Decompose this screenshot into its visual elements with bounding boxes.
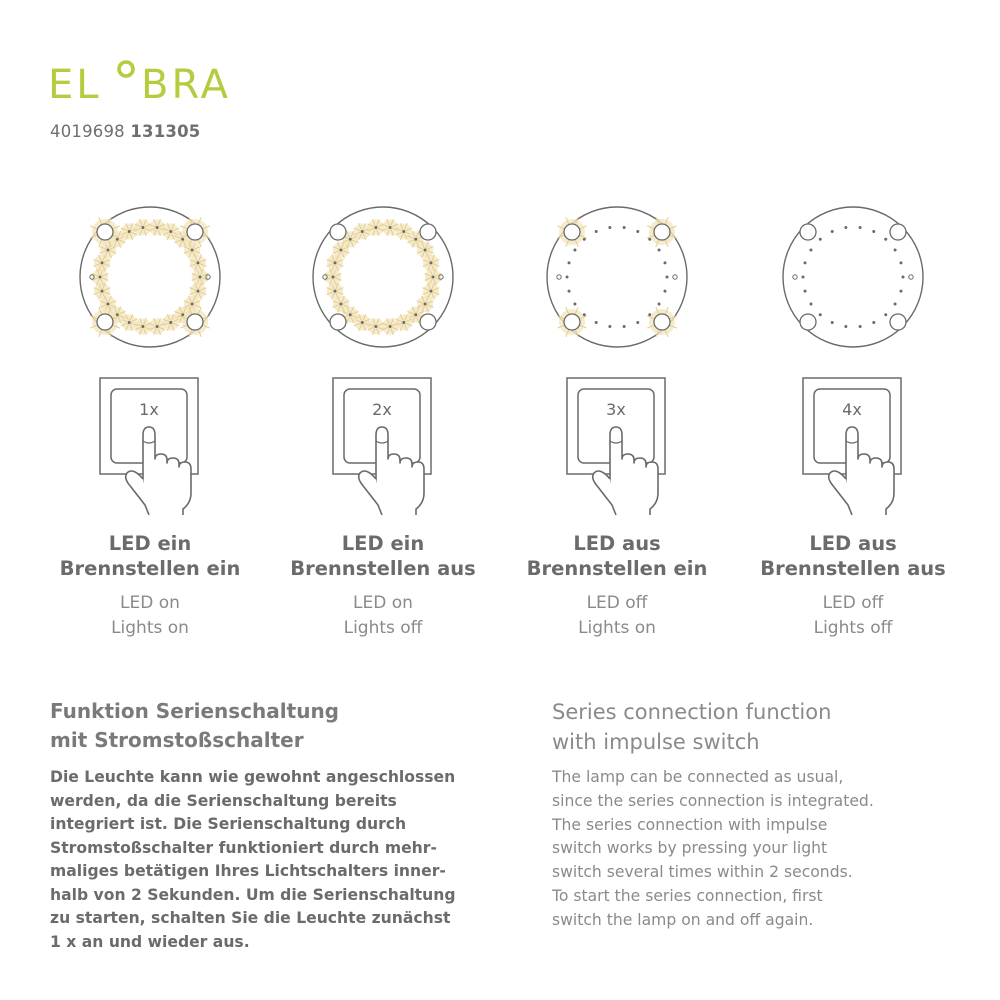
- led-dot: [141, 226, 144, 229]
- wall-switch-diagram: [564, 375, 674, 515]
- caption-english-line: Lights off: [813, 618, 893, 638]
- led-dot: [831, 321, 834, 324]
- english-heading-line: with impulse switch: [552, 730, 760, 754]
- led-dot: [608, 325, 611, 328]
- caption-english-line: Lights off: [343, 618, 423, 638]
- led-dot: [169, 230, 172, 233]
- led-dot: [902, 276, 905, 279]
- spot-light: [890, 314, 906, 330]
- lamp-diagram: [542, 202, 692, 352]
- german-body-line: maliges betätigen Ihres Lichtschalters inner-: [50, 862, 446, 880]
- led-dot: [595, 230, 598, 233]
- mode-caption: [30, 531, 270, 641]
- caption-german-line: LED ein: [341, 532, 425, 555]
- led-dot: [339, 248, 342, 251]
- led-dot: [899, 261, 902, 264]
- press-count: 2x: [372, 400, 392, 419]
- led-dot: [819, 313, 822, 316]
- led-dot: [859, 226, 862, 229]
- led-dot: [666, 276, 669, 279]
- wall-switch-diagram: [97, 375, 207, 515]
- led-dot: [429, 290, 432, 293]
- pressing-hand-icon: [846, 427, 894, 515]
- spot-light: [564, 224, 580, 240]
- spot-light: [187, 314, 203, 330]
- svg-text:BRA: BRA: [141, 62, 231, 106]
- german-body-line: halb von 2 Sekunden. Um die Serienschaltung: [50, 885, 456, 904]
- english-body-line: To start the series connection, first: [552, 886, 823, 905]
- led-dot: [101, 290, 104, 293]
- english-body-line: switch works by pressing your light: [552, 839, 828, 858]
- caption-german-line: LED aus: [573, 532, 661, 555]
- spot-light: [187, 224, 203, 240]
- led-dot: [349, 238, 352, 241]
- spot-light: [800, 314, 816, 330]
- led-dot: [566, 276, 569, 279]
- led-dot: [899, 290, 902, 293]
- led-dot: [809, 248, 812, 251]
- pressing-hand-icon: [610, 427, 658, 515]
- german-body-line: Die Leuchte kann wie gewohnt angeschlossen: [50, 768, 456, 786]
- led-dot: [389, 226, 392, 229]
- press-count: 1x: [139, 400, 159, 419]
- caption-german-line: Brennstellen ein: [526, 557, 708, 580]
- spot-light: [330, 224, 346, 240]
- led-dot: [156, 226, 159, 229]
- led-dot: [573, 248, 576, 251]
- german-description: [50, 766, 510, 954]
- pressing-hand-icon: [376, 427, 424, 515]
- german-heading-line: mit Stromstoßschalter: [50, 728, 304, 752]
- led-dot: [894, 248, 897, 251]
- led-dot: [872, 321, 875, 324]
- caption-english-line: Lights on: [578, 618, 656, 638]
- led-dot: [128, 230, 131, 233]
- english-body-line: The lamp can be connected as usual,: [552, 768, 844, 786]
- led-dot: [156, 325, 159, 328]
- led-dot: [894, 303, 897, 306]
- led-dot: [636, 321, 639, 324]
- led-dot: [424, 248, 427, 251]
- caption-german-line: LED ein: [108, 532, 192, 555]
- led-dot: [424, 303, 427, 306]
- english-heading: [552, 697, 831, 757]
- lamp-diagram: [308, 202, 458, 352]
- led-dot: [349, 313, 352, 316]
- led-dot: [106, 248, 109, 251]
- svg-text:EL: EL: [48, 62, 102, 106]
- led-dot: [636, 230, 639, 233]
- press-count: 3x: [606, 400, 626, 419]
- led-dot: [334, 290, 337, 293]
- led-dot: [106, 303, 109, 306]
- caption-german-line: Brennstellen aus: [760, 557, 946, 580]
- caption-english-line: LED off: [586, 593, 648, 613]
- article-prefix: 4019698: [50, 122, 125, 141]
- led-dot: [608, 226, 611, 229]
- english-body-line: The series connection with impulse: [552, 815, 828, 834]
- german-body-line: Stromstoßschalter funktioniert durch mehr-: [50, 838, 437, 857]
- german-body-line: integriert ist. Die Serienschaltung durch: [50, 815, 407, 833]
- led-dot: [339, 303, 342, 306]
- spot-light: [800, 224, 816, 240]
- mode-caption: [497, 531, 737, 641]
- led-dot: [623, 226, 626, 229]
- led-dot: [804, 261, 807, 264]
- led-dot: [414, 238, 417, 241]
- led-dot: [658, 303, 661, 306]
- mode-caption: [733, 531, 973, 641]
- spot-light: [654, 224, 670, 240]
- wall-switch-diagram: [330, 375, 440, 515]
- led-dot: [199, 276, 202, 279]
- led-dot: [414, 313, 417, 316]
- led-dot: [884, 238, 887, 241]
- led-dot: [884, 313, 887, 316]
- led-dot: [141, 325, 144, 328]
- led-dot: [402, 321, 405, 324]
- led-dot: [332, 276, 335, 279]
- german-body-line: 1 x an und wieder aus.: [50, 932, 250, 951]
- article-main-number: 131305: [130, 122, 201, 141]
- spot-light: [654, 314, 670, 330]
- german-body-line: werden, da die Serienschaltung bereits: [50, 791, 397, 810]
- led-dot: [196, 290, 199, 293]
- wall-switch-diagram: [800, 375, 910, 515]
- led-dot: [623, 325, 626, 328]
- led-dot: [819, 238, 822, 241]
- mode-caption: [263, 531, 503, 641]
- led-dot: [859, 325, 862, 328]
- led-dot: [402, 230, 405, 233]
- led-dot: [809, 303, 812, 306]
- led-dot: [568, 290, 571, 293]
- led-dot: [802, 276, 805, 279]
- led-dot: [389, 325, 392, 328]
- english-body-line: switch the lamp on and off again.: [552, 910, 814, 929]
- led-dot: [374, 226, 377, 229]
- english-body-line: since the series connection is integrated.: [552, 791, 874, 810]
- spot-light: [330, 314, 346, 330]
- spot-light: [890, 224, 906, 240]
- led-dot: [334, 261, 337, 264]
- led-dot: [99, 276, 102, 279]
- led-dot: [196, 261, 199, 264]
- lamp-diagram: [778, 202, 928, 352]
- article-number: [50, 122, 200, 141]
- caption-english-line: LED off: [822, 593, 884, 613]
- led-dot: [804, 290, 807, 293]
- english-body-line: switch several times within 2 seconds.: [552, 863, 853, 882]
- caption-german-line: Brennstellen ein: [59, 557, 241, 580]
- caption-english-line: LED on: [353, 593, 413, 613]
- led-dot: [101, 261, 104, 264]
- led-dot: [595, 321, 598, 324]
- led-dot: [831, 230, 834, 233]
- led-dot: [872, 230, 875, 233]
- elobra-logo: [48, 56, 248, 106]
- english-description: [552, 766, 972, 933]
- german-heading-line: Funktion Serienschaltung: [50, 699, 339, 723]
- english-heading-line: Series connection function: [552, 700, 832, 724]
- led-dot: [374, 325, 377, 328]
- german-body-line: zu starten, schalten Sie die Leuchte zunächst: [50, 909, 451, 927]
- caption-german-line: LED aus: [809, 532, 897, 555]
- led-dot: [658, 248, 661, 251]
- led-dot: [169, 321, 172, 324]
- led-dot: [568, 261, 571, 264]
- lamp-diagram: [75, 202, 225, 352]
- led-dot: [128, 321, 131, 324]
- led-dot: [191, 303, 194, 306]
- led-dot: [573, 303, 576, 306]
- caption-english-line: Lights on: [111, 618, 189, 638]
- caption-german-line: Brennstellen aus: [290, 557, 476, 580]
- led-dot: [663, 290, 666, 293]
- led-dot: [361, 230, 364, 233]
- pressing-hand-icon: [143, 427, 191, 515]
- spot-light: [420, 314, 436, 330]
- led-dot: [361, 321, 364, 324]
- led-dot: [663, 261, 666, 264]
- led-dot: [844, 226, 847, 229]
- led-dot: [844, 325, 847, 328]
- led-dot: [191, 248, 194, 251]
- caption-english-line: LED on: [120, 593, 180, 613]
- led-dot: [429, 261, 432, 264]
- spot-light: [420, 224, 436, 240]
- spot-light: [97, 314, 113, 330]
- spot-light: [97, 224, 113, 240]
- led-dot: [432, 276, 435, 279]
- press-count: 4x: [842, 400, 862, 419]
- spot-light: [564, 314, 580, 330]
- german-heading: [50, 697, 339, 755]
